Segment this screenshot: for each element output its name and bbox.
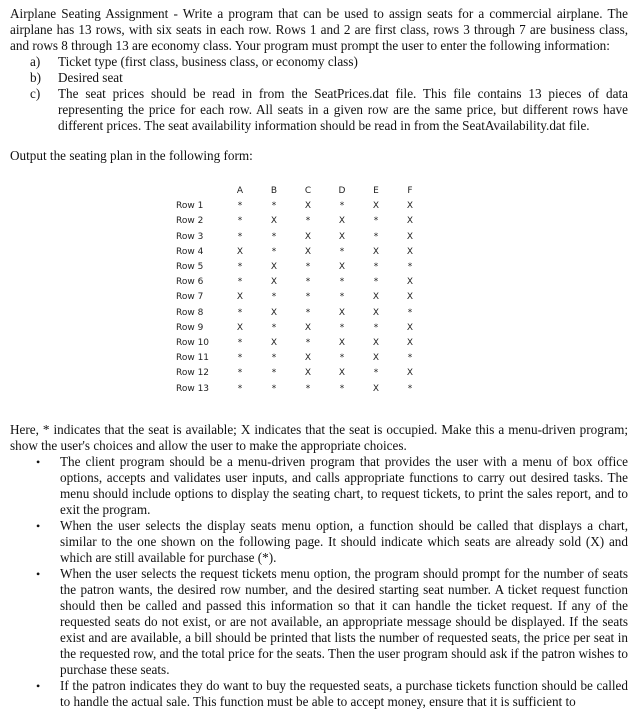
- seat-cell: X: [338, 231, 346, 242]
- seat-cell: *: [305, 277, 311, 288]
- seat-cell: X: [270, 262, 278, 273]
- seat-cell: *: [373, 368, 379, 379]
- seat-cell: *: [339, 322, 345, 333]
- seating-chart-header-row: [163, 184, 427, 199]
- seat-cell: X: [338, 262, 346, 273]
- seating-chart-row: [163, 230, 427, 245]
- seat-cell: X: [338, 338, 346, 349]
- seating-chart-row: [163, 290, 427, 305]
- seating-chart-row: [163, 214, 427, 229]
- seat-cell: *: [237, 201, 243, 212]
- seating-chart-row: [163, 336, 427, 351]
- row-label: Row 10: [176, 338, 210, 349]
- intro-paragraph: Airplane Seating Assignment - Write a program that can be used to assign seats for a commercial airplane. The airplane has 13 rows, with six seats in each row. Rows 1 and 2 are first class, rows 3 through 7 are business class, and rows 8 through 13 are economy class. Your program must prompt the user to enter the following information:: [10, 6, 628, 53]
- row-label: Row 8: [176, 307, 204, 318]
- seat-cell: *: [407, 262, 413, 273]
- seat-cell: X: [406, 292, 414, 303]
- seat-cell: *: [305, 338, 311, 349]
- seat-cell: *: [305, 292, 311, 303]
- list-item: [10, 86, 628, 134]
- seat-cell: *: [373, 322, 379, 333]
- column-header: E: [373, 186, 379, 196]
- seating-chart-row: [163, 321, 427, 336]
- seat-cell: *: [339, 292, 345, 303]
- seat-cell: *: [237, 231, 243, 242]
- seat-cell: X: [338, 368, 346, 379]
- bullet-text: If the patron indicates they do want to buy the requested seats, a purchase tickets function should be called to handle the actual sale. This function must be able to accept money, ensure that it is sufficient to: [60, 678, 628, 709]
- seat-cell: X: [270, 216, 278, 227]
- column-header: D: [338, 186, 346, 196]
- seat-cell: X: [338, 216, 346, 227]
- column-header: F: [407, 186, 413, 196]
- seat-cell: X: [304, 322, 312, 333]
- seating-chart-row: [163, 260, 427, 275]
- seat-cell: *: [373, 262, 379, 273]
- seat-cell: X: [270, 277, 278, 288]
- list-item-text: Ticket type (first class, business class, or economy class): [58, 54, 358, 69]
- seat-cell: *: [373, 231, 379, 242]
- seating-chart-body: [163, 199, 427, 397]
- bullet-item: [10, 454, 628, 518]
- input-requirements-list: [10, 54, 628, 134]
- seat-cell: *: [237, 277, 243, 288]
- seat-cell: X: [304, 246, 312, 257]
- list-item: [10, 54, 628, 70]
- seat-cell: *: [271, 292, 277, 303]
- list-marker: c): [30, 86, 41, 101]
- seat-cell: X: [270, 307, 278, 318]
- seat-cell: *: [237, 338, 243, 349]
- row-label: Row 7: [176, 292, 204, 303]
- seat-cell: *: [271, 353, 277, 364]
- seat-cell: *: [339, 246, 345, 257]
- seat-cell: X: [372, 201, 380, 212]
- column-header: A: [236, 186, 244, 196]
- seat-cell: *: [339, 353, 345, 364]
- seat-cell: X: [406, 216, 414, 227]
- seating-chart-row: [163, 351, 427, 366]
- seat-cell: *: [305, 216, 311, 227]
- seat-cell: *: [271, 368, 277, 379]
- seating-chart-row: [163, 245, 427, 260]
- column-header: C: [304, 186, 312, 196]
- seat-cell: X: [270, 338, 278, 349]
- bullet-text: The client program should be a menu-driven program that provides the user with a menu of box office options, accepts and validates user inputs, and calls appropriate functions to carry out desired tasks. The menu should include options to display the seating chart, to request tickets, to print the sales report, and to exit the program.: [60, 454, 628, 517]
- seating-chart-row: [163, 199, 427, 214]
- list-item-text: Desired seat: [58, 70, 123, 85]
- seat-cell: X: [304, 231, 312, 242]
- requirements-bullet-list: [10, 454, 628, 710]
- list-item-text: The seat prices should be read in from the SeatPrices.dat file. This file contains 13 pieces of data representing the price for each row. All seats in a given row are the same price, but different rows have different prices. The seat availability information should be read in from the SeatAvailability.dat file.: [58, 86, 628, 133]
- bullet-icon: •: [36, 519, 41, 533]
- description-section: [10, 422, 628, 710]
- bullet-icon: •: [36, 679, 41, 693]
- seat-cell: X: [406, 368, 414, 379]
- bullet-item: [10, 566, 628, 678]
- row-label: Row 9: [176, 322, 204, 333]
- seat-cell: X: [406, 246, 414, 257]
- row-label: Row 6: [176, 277, 204, 288]
- corner-cell: [163, 184, 223, 199]
- seat-cell: X: [338, 307, 346, 318]
- legend-paragraph: Here, * indicates that the seat is available; X indicates that the seat is occupied. Make this a menu-driven program; show the user's choices and allow the user to make the appropriate choices.: [10, 422, 628, 453]
- list-marker: b): [30, 70, 41, 85]
- seating-chart-row: [163, 366, 427, 381]
- seat-cell: X: [236, 292, 244, 303]
- bullet-icon: •: [36, 455, 41, 469]
- seat-cell: X: [372, 307, 380, 318]
- seat-cell: *: [237, 216, 243, 227]
- seat-cell: X: [304, 201, 312, 212]
- bullet-icon: •: [36, 567, 41, 581]
- seat-cell: X: [372, 338, 380, 349]
- seat-cell: *: [271, 201, 277, 212]
- seat-cell: X: [304, 368, 312, 379]
- bullet-item: [10, 518, 628, 566]
- seat-cell: *: [373, 277, 379, 288]
- seat-cell: X: [406, 322, 414, 333]
- row-label: Row 5: [176, 262, 204, 273]
- bullet-text: When the user selects the request tickets menu option, the program should prompt for the number of seats the patron wants, the desired row number, and the desired starting seat number. A ticket request function should then be called and passed this information so that it can handle the ticket request. If any of the requested seats do not exist, or are not available, an appropriate message should be displayed. If the seats exist and are available, a bill should be printed that lists the number of requested seats, the price per seat in the requested row, and the total price for the seats. Then the user program should ask if the patron wishes to purchase these seats.: [60, 566, 628, 677]
- seat-cell: *: [339, 383, 345, 394]
- output-instruction: Output the seating plan in the following form:: [10, 148, 253, 163]
- row-label: Row 11: [176, 353, 210, 364]
- seat-cell: *: [407, 383, 413, 394]
- seat-cell: *: [271, 246, 277, 257]
- seating-chart-table: [163, 184, 427, 397]
- bullet-text: When the user selects the display seats menu option, a function should be called that displays a chart, similar to the one shown on the following page. It should indicate which seats are already sold (X) and which are still available for purchase (*).: [60, 518, 628, 565]
- seat-cell: *: [237, 368, 243, 379]
- document-page: [10, 6, 628, 164]
- seating-chart-row: [163, 382, 427, 397]
- seat-cell: *: [407, 307, 413, 318]
- row-label: Row 1: [176, 201, 204, 212]
- seat-cell: *: [373, 216, 379, 227]
- row-label: Row 13: [176, 383, 210, 394]
- seat-cell: X: [406, 231, 414, 242]
- row-label: Row 4: [176, 246, 204, 257]
- row-label: Row 12: [176, 368, 210, 379]
- seating-chart: [163, 184, 427, 397]
- column-header: B: [270, 186, 278, 196]
- seat-cell: *: [271, 231, 277, 242]
- seat-cell: X: [236, 322, 244, 333]
- list-marker: a): [30, 54, 41, 69]
- seat-cell: *: [407, 353, 413, 364]
- seating-chart-row: [163, 275, 427, 290]
- seat-cell: *: [305, 262, 311, 273]
- seat-cell: *: [305, 383, 311, 394]
- seat-cell: *: [237, 383, 243, 394]
- seat-cell: X: [406, 338, 414, 349]
- seat-cell: X: [304, 353, 312, 364]
- seat-cell: *: [271, 322, 277, 333]
- seat-cell: X: [406, 277, 414, 288]
- seat-cell: *: [237, 262, 243, 273]
- seat-cell: X: [372, 383, 380, 394]
- seat-cell: *: [271, 383, 277, 394]
- seat-cell: *: [237, 307, 243, 318]
- seat-cell: X: [372, 292, 380, 303]
- seat-cell: *: [339, 277, 345, 288]
- list-item: [10, 70, 628, 86]
- seat-cell: X: [406, 201, 414, 212]
- seating-chart-row: [163, 306, 427, 321]
- seat-cell: *: [305, 307, 311, 318]
- bullet-item: [10, 678, 628, 710]
- row-label: Row 2: [176, 216, 204, 227]
- seat-cell: *: [339, 201, 345, 212]
- seat-cell: *: [237, 353, 243, 364]
- seat-cell: X: [372, 353, 380, 364]
- row-label: Row 3: [176, 231, 204, 242]
- seat-cell: X: [372, 246, 380, 257]
- seat-cell: X: [236, 246, 244, 257]
